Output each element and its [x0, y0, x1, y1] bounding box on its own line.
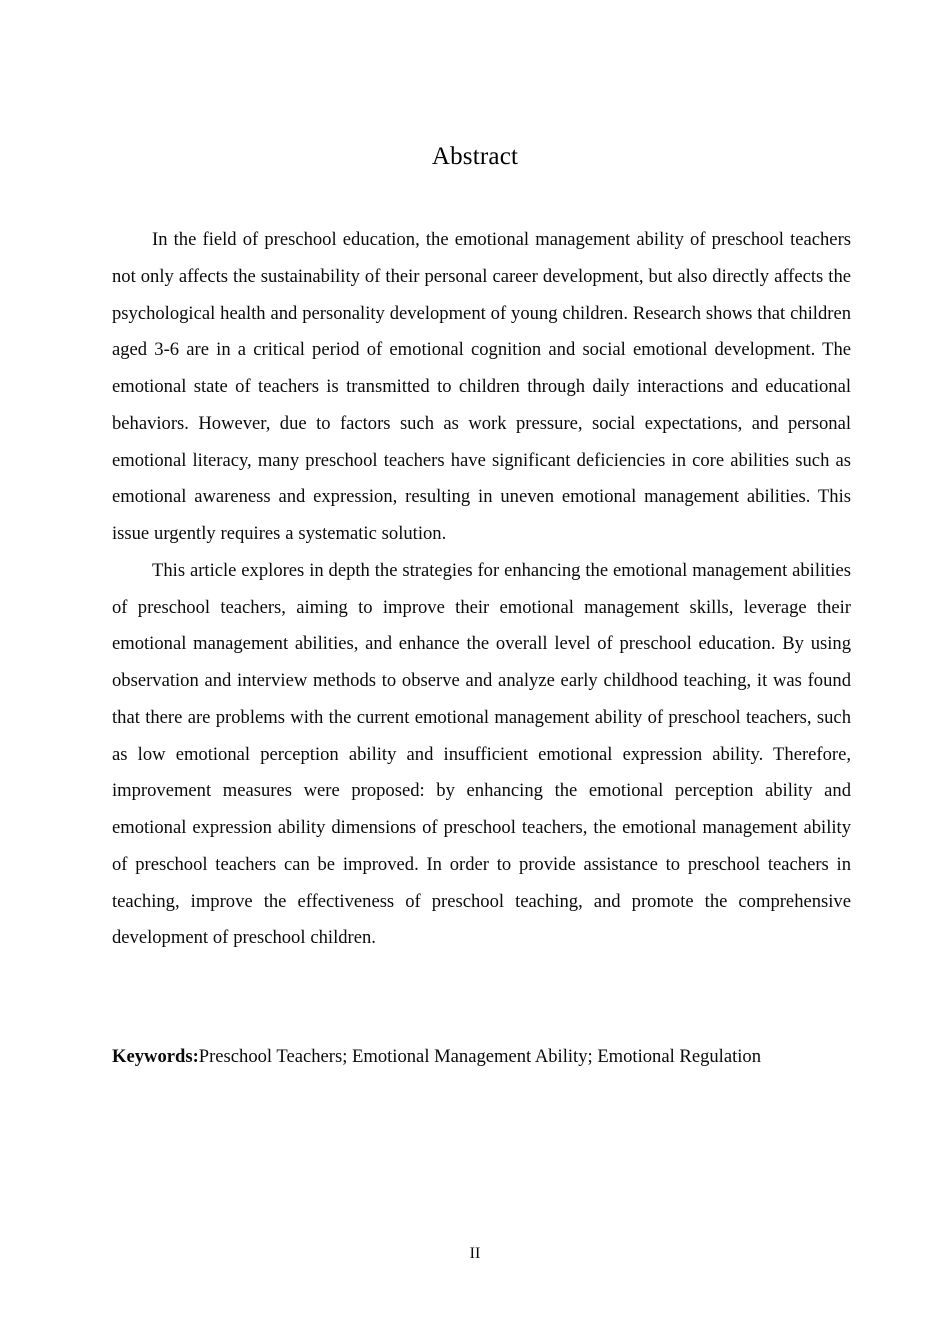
keywords-label: Keywords:	[112, 1046, 199, 1067]
page-number: II	[469, 1245, 481, 1262]
page-title: Abstract	[431, 142, 519, 170]
abstract-body	[112, 222, 851, 957]
keywords-line	[112, 1042, 851, 1072]
abstract-paragraph-1: In the field of preschool education, the emotional management ability of preschool teachers not only affects the sustainability of their personal career development, but also directly affects the psychological health and personality development of young children. Research shows that children aged 3-6 are in a critical period of emotional cognition and social emotional development. The emotional state of teachers is transmitted to children through daily interactions and educational behaviors. However, due to factors such as work pressure, social expectations, and personal emotional literacy, many preschool teachers have significant deficiencies in core abilities such as emotional awareness and expression, resulting in uneven emotional management abilities. This issue urgently requires a systematic solution.	[112, 229, 851, 544]
abstract-paragraph-2: This article explores in depth the strategies for enhancing the emotional management abilities of preschool teachers, aiming to improve their emotional management skills, leverage their emotional management abilities, and enhance the overall level of preschool education. By using observation and interview methods to observe and analyze early childhood teaching, it was found that there are problems with the current emotional management ability of preschool teachers, such as low emotional perception ability and insufficient emotional expression ability. Therefore, improvement measures were proposed: by enhancing the emotional perception ability and emotional expression ability dimensions of preschool teachers, the emotional management ability of preschool teachers can be improved. In order to provide assistance to preschool teachers in teaching, improve the effectiveness of preschool teaching, and promote the comprehensive development of preschool children.	[112, 559, 851, 949]
keywords-value: Preschool Teachers; Emotional Management Ability; Emotional Regulation	[198, 1046, 762, 1067]
